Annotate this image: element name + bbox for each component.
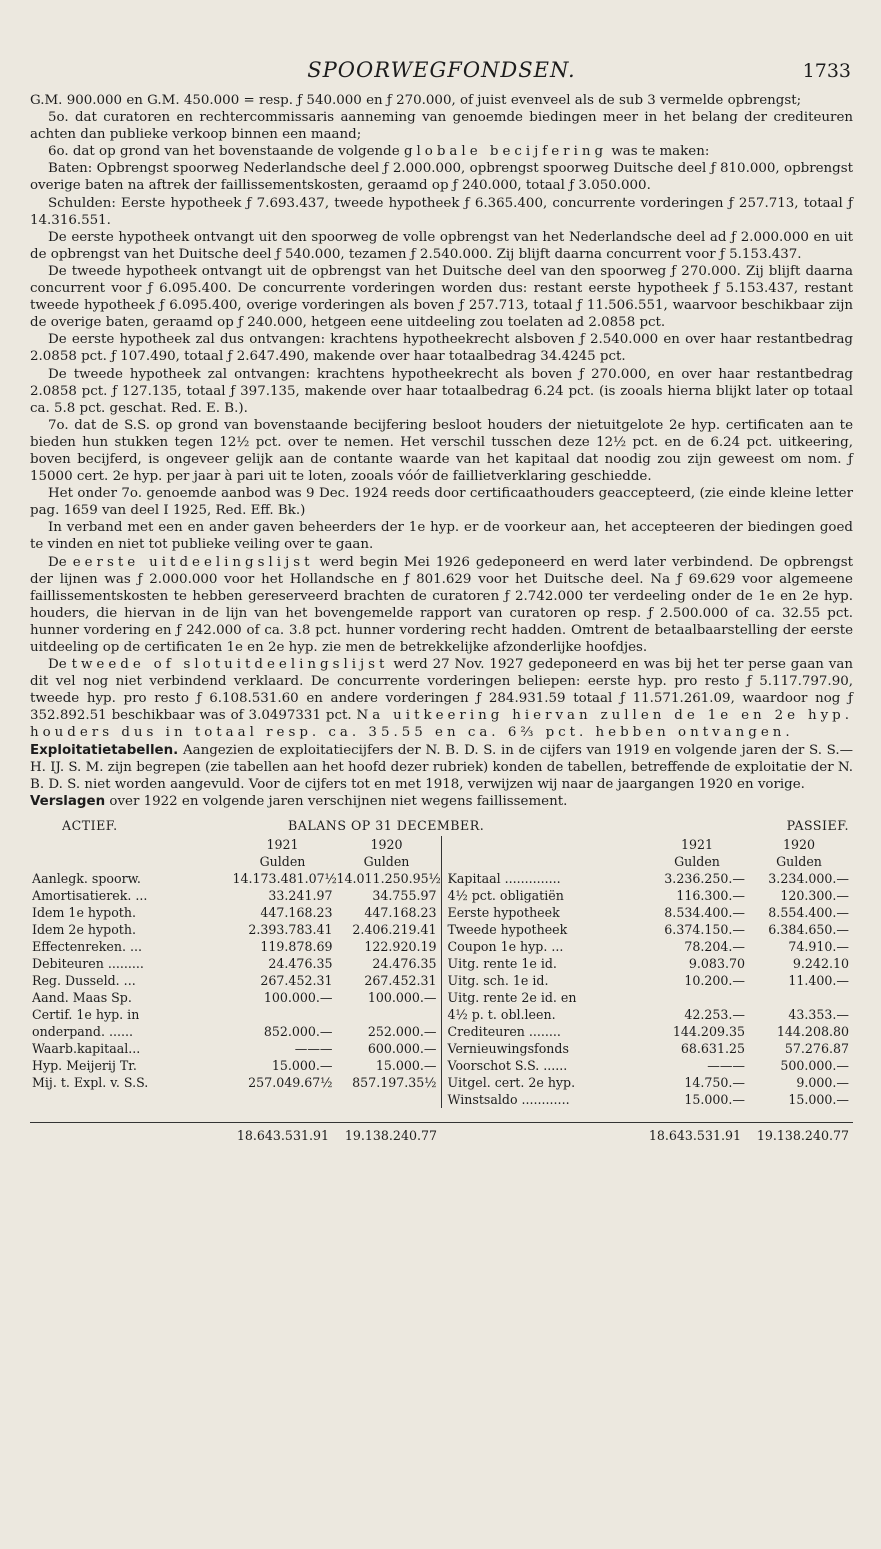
row-value: 42.253.— (684, 1006, 745, 1022)
row-label: Aand. Maas Sp. (32, 989, 132, 1005)
paragraph: 6o. dat op grond van het bovenstaande de volgende globale becijfering was te maken: (48, 144, 710, 160)
row-value: 447.168.23 (260, 904, 333, 920)
row-label: onderpand. ...... (32, 1023, 133, 1039)
balance-row (30, 938, 441, 955)
passief-heading: PASSIEF. (786, 817, 849, 833)
row-value: 24.476.35 (372, 955, 437, 971)
balance-row (442, 870, 854, 887)
row-label: Coupon 1e hyp. ... (447, 938, 564, 954)
row-label: 4½ p. t. obl.leen. (447, 1006, 556, 1022)
actief-column (30, 836, 441, 1108)
row-value: 68.631.25 (680, 1040, 745, 1056)
paragraph: De eerste hypotheek zal dus ontvangen: krachtens hypotheekrecht alsboven ƒ 2.540.000 en over haar restantbedrag 2.0858 pct. ƒ 107.490, totaal ƒ 2.647.490, makende over haar totaalbedrag 34.4245 pct. (30, 332, 853, 365)
emphasis: Na uitkeering hiervan zullen de 1e en 2e hyp. houders dus in totaal resp. ca. 35.55 en ca. 6⅔ pct. hebben ontvangen. (30, 708, 853, 741)
row-value (749, 989, 853, 1006)
page-header (30, 0, 853, 92)
section-heading: Verslagen (30, 793, 106, 809)
row-label: Winstsaldo ............ (447, 1091, 570, 1107)
balance-row (442, 972, 854, 989)
row-value: 3.236.250.— (664, 870, 745, 886)
row-value: 34.755.97 (372, 887, 437, 903)
paragraph: Schulden: Eerste hypotheek ƒ 7.693.437, tweede hypotheek ƒ 6.365.400, concurrente vorderingen ƒ 257.713, totaal ƒ 14.316.551. (30, 195, 853, 228)
balance-row (30, 1057, 441, 1074)
emphasis: eerste uitdeelingslijst (72, 554, 314, 570)
balance-row (442, 904, 854, 921)
balance-row (442, 955, 854, 972)
row-label: Certif. 1e hyp. in (32, 1006, 140, 1022)
row-value: 78.204.— (684, 938, 745, 954)
row-value (649, 989, 749, 1006)
paragraph: De tweede hypotheek zal ontvangen: krachtens hypotheekrecht als boven ƒ 270.000, en over haar restantbedrag 2.0858 pct. ƒ 127.135, totaal ƒ 397.135, makende over haar totaalbedrag 6.24 pct. (is zooals hierna blijkt later op totaal ca. 5.8 pct. geschat. Red. E. B.). (30, 366, 853, 416)
paragraph: De eerste hypotheek ontvangt uit den spoorweg de volle opbrengst van het Nederlandsche deel ad ƒ 2.000.000 en uit de opbrengst van het Duitsche deel ƒ 540.000, tezamen ƒ 2.540.000. Zij blijft daarna concurrent voor ƒ 5.153.437. (30, 229, 853, 262)
paragraph: De tweede of slotuitdeelingslijst werd 27 Nov. 1927 gedeponeerd en was bij het ter perse gaan van dit vel nog niet verbindend verklaard. De concurrente vorderingen beliepen: eerste hyp. pro resto ƒ 5.117.797.90, tweede hyp. pro resto ƒ 6.108.531.60 en andere vorderingen ƒ 284.931.59 totaal ƒ 11.571.261.09, waardoor nog ƒ 352.892.51 beschikbaar was of 3.0497331 pct. Na uitkeering hiervan zullen de 1e en 2e hyp. houders dus in totaal resp. ca. 35.55 en ca. 6⅔ pct. hebben ontvangen. (30, 657, 853, 741)
row-value: 6.374.150.— (664, 921, 745, 937)
row-value: 14.173.481.07½ (232, 870, 337, 886)
row-label: Tweede hypotheek (447, 921, 568, 937)
unit-row: Gulden Gulden (674, 853, 822, 869)
row-label: Waarb.kapitaal... (32, 1040, 141, 1056)
balance-row (30, 1040, 441, 1057)
page-number: 1733 (802, 60, 851, 82)
row-value: 8.554.400.— (768, 904, 849, 920)
paragraph: Verslagen over 1922 en volgende jaren verschijnen niet wegens faillissement. (30, 793, 568, 809)
row-value: 852.000.— (263, 1023, 333, 1039)
balance-row (30, 870, 441, 887)
paragraph: Exploitatietabellen. Aangezien de exploitatiecijfers der N. B. D. S. in de cijfers van 1919 en volgende jaren der S. S.—H. IJ. S. M. zijn begrepen (zie tabellen aan het hoofd dezer rubriek) konden de tabellen, betreffende de exploitatie der N. B. D. S. niet worden aangevuld. Voor de cijfers tot en met 1918, verwijzen wij naar de jaargangen 1920 en vorige. (30, 742, 853, 792)
row-label: Uitg. rente 1e id. (447, 955, 557, 971)
row-value: 6.384.650.— (768, 921, 849, 937)
balance-title: BALANS OP 31 DECEMBER. (288, 817, 485, 833)
row-label: Amortisatierek. ... (32, 887, 148, 903)
row-value: 267.452.31 (364, 972, 437, 988)
row-value (233, 1006, 337, 1023)
year-row: 1921 1920 (266, 836, 403, 852)
row-value: 33.241.97 (268, 887, 333, 903)
balance-row (442, 1091, 854, 1108)
paragraph: De eerste uitdeelingslijst werd begin Mei 1926 gedeponeerd en werd later verbindend. De opbrengst der lijnen was ƒ 2.000.000 voor het Hollandsche en ƒ 801.629 voor het Duitsche deel. Na ƒ 69.629 voor algemeene faillissementskosten te hebben gereserveerd brachten de curatoren ƒ 2.742.000 ter verdeeling onder de 1e en 2e hyp. houders, die hiervan in de lijn van het bovengemelde rapport van curatoren op resp. ƒ 2.500.000 of ca. 32.55 pct. hunner vordering en ƒ 242.000 of ca. 3.8 pct. hunner vordering recht hadden. Omtrent de betaalbaarstelling der eerste uitdeeling op de certificaten 1e en 2e hyp. zie men de betrekkelijke afzonderlijke hoofdjes. (30, 554, 853, 655)
row-value: ——— (707, 1057, 745, 1073)
row-label: Effectenreken. ... (32, 938, 142, 954)
balance-row (30, 887, 441, 904)
row-label: Kapitaal .............. (447, 870, 561, 886)
balance-row (442, 1057, 854, 1074)
passief-column (441, 836, 854, 1108)
row-value: 257.049.67½ (248, 1074, 333, 1090)
row-label: Debiteuren ......... (32, 955, 144, 971)
row-value: 144.208.80 (776, 1023, 849, 1039)
balance-row (30, 1006, 441, 1023)
year-row: 1921 1920 (680, 836, 816, 852)
balance-sheet (30, 818, 853, 1149)
row-value: 9.242.10 (792, 955, 849, 971)
balance-header (30, 818, 853, 836)
row-value: 122.920.19 (364, 938, 437, 954)
actief-heading: ACTIEF. (62, 817, 118, 833)
section-heading: Exploitatietabellen. (30, 742, 179, 758)
paragraph: In verband met een en ander gaven beheerders der 1e hyp. er de voorkeur aan, het accepteeren der biedingen goed te vinden en niet tot publieke veiling over te gaan. (30, 520, 853, 553)
row-value: 500.000.— (780, 1057, 849, 1073)
row-value (337, 1006, 441, 1023)
paragraph: Het onder 7o. genoemde aanbod was 9 Dec. 1924 reeds door certificaathouders geaccepteerd, (zie einde kleine letter pag. 1659 van deel I 1925, Red. Eff. Bk.) (30, 486, 853, 519)
balance-row (30, 955, 441, 972)
row-value: 10.200.— (684, 972, 745, 988)
row-value: 2.393.783.41 (248, 921, 333, 937)
balance-row (30, 1074, 441, 1091)
row-label: Eerste hypotheek (447, 904, 560, 920)
paragraph: Baten: Opbrengst spoorweg Nederlandsche deel ƒ 2.000.000, opbrengst spoorweg Duitsche deel ƒ 810.000, opbrengst overige baten na aftrek der faillissementskosten, geraamd op ƒ 240.000, totaal ƒ 3.050.000. (30, 161, 853, 194)
balance-row (442, 938, 854, 955)
row-value: 252.000.— (367, 1023, 437, 1039)
passief-total-1920: 19.138.240.77 (756, 1127, 849, 1143)
balance-row (442, 1023, 854, 1040)
totals-row (30, 1122, 853, 1149)
paragraph: De tweede hypotheek ontvangt uit de opbrengst van het Duitsche deel van den spoorweg ƒ 270.000. Zij blijft daarna concurrent voor ƒ 6.095.400. De concurrente vorderingen worden dus: restant eerste hypotheek ƒ 5.153.437, restant tweede hypotheek ƒ 6.095.400, overige vorderingen als boven ƒ 257.713, totaal ƒ 11.506.551, waarvoor beschikbaar zijn de overige baten, geraamd op ƒ 240.000, hetgeen eene uitdeeling zou toelaten ad 2.0858 pct. (30, 263, 853, 331)
balance-row (30, 904, 441, 921)
row-value: 120.300.— (780, 887, 849, 903)
row-value: 9.083.70 (688, 955, 745, 971)
row-value: 11.400.— (788, 972, 849, 988)
actief-total-1921: 18.643.531.91 (236, 1127, 329, 1143)
row-value: 9.000.— (796, 1074, 849, 1090)
body-text (30, 92, 853, 810)
row-value: 8.534.400.— (664, 904, 745, 920)
row-value: 857.197.35½ (352, 1074, 437, 1090)
row-value: 15.000.— (684, 1091, 745, 1107)
row-value: 119.878.69 (260, 938, 333, 954)
row-value: 144.209.35 (672, 1023, 745, 1039)
row-value: 15.000.— (375, 1057, 437, 1073)
row-value: 100.000.— (367, 989, 437, 1005)
row-label: Uitg. rente 2e id. en (447, 989, 577, 1005)
balance-columns (30, 836, 853, 1108)
emphasis: globale becijfering (403, 144, 608, 160)
row-value: 14.011.250.95½ (336, 870, 441, 886)
balance-row (442, 921, 854, 938)
balance-row (442, 989, 854, 1006)
paragraph: 7o. dat de S.S. op grond van bovenstaande becijfering besloot houders der nietuitgelote 2e hyp. certificaten aan te bieden hun stukken tegen 12½ pct. over te nemen. Het verschil tusschen deze 12½ pct. en de 6.24 pct. uitkeering, boven becijferd, is ongeveer gelijk aan de contante waarde van het kapitaal dat noodig zou zijn geweest om nom. ƒ 15000 cert. 2e hyp. per jaar à pari uit te loten, zooals vóór de faillietverklaring geschiedde. (30, 417, 853, 485)
row-label: Crediteuren ........ (447, 1023, 561, 1039)
row-value: 14.750.— (684, 1074, 745, 1090)
emphasis: tweede of slotuitdeelingslijst (71, 657, 389, 673)
row-value: 43.353.— (788, 1006, 849, 1022)
row-value: 15.000.— (788, 1091, 849, 1107)
balance-row (442, 1074, 854, 1091)
row-value: 3.234.000.— (768, 870, 849, 886)
row-label: Idem 2e hypoth. (32, 921, 136, 937)
paragraph: G.M. 900.000 en G.M. 450.000 = resp. ƒ 540.000 en ƒ 270.000, of juist evenveel als de sub 3 vermelde opbrengst; (30, 93, 802, 108)
row-label: Hyp. Meijerij Tr. (32, 1057, 137, 1073)
row-label: Aanlegk. spoorw. (32, 870, 141, 886)
row-label: Uitg. sch. 1e id. (447, 972, 549, 988)
row-value: 447.168.23 (364, 904, 437, 920)
row-value: 100.000.— (263, 989, 333, 1005)
balance-row (442, 1040, 854, 1057)
actief-total-1920: 19.138.240.77 (344, 1127, 437, 1143)
paragraph: 5o. dat curatoren en rechtercommissaris aanneming van genoemde biedingen meer in het belang der crediteuren achten dan publieke verkoop binnen een maand; (30, 110, 853, 143)
running-title: SPOORWEGFONDSEN. (307, 58, 576, 82)
row-value: 74.910.— (788, 938, 849, 954)
balance-row (30, 921, 441, 938)
passief-total-1921: 18.643.531.91 (648, 1127, 741, 1143)
row-value: 57.276.87 (784, 1040, 849, 1056)
row-value: 600.000.— (367, 1040, 437, 1056)
balance-row (442, 1006, 854, 1023)
balance-row (30, 1023, 441, 1040)
row-label: 4½ pct. obligatiën (447, 887, 564, 903)
row-label: Idem 1e hypoth. (32, 904, 136, 920)
row-value: 267.452.31 (260, 972, 333, 988)
balance-row (442, 887, 854, 904)
row-label: Mij. t. Expl. v. S.S. (32, 1074, 149, 1090)
row-value: 24.476.35 (268, 955, 333, 971)
row-value: 116.300.— (676, 887, 745, 903)
row-label: Uitgel. cert. 2e hyp. (447, 1074, 576, 1090)
balance-row (30, 972, 441, 989)
row-label: Vernieuwingsfonds (447, 1040, 569, 1056)
row-value: ——— (294, 1040, 333, 1056)
balance-row (30, 989, 441, 1006)
row-label: Voorschot S.S. ...... (447, 1057, 568, 1073)
unit-row: Gulden Gulden (259, 853, 410, 869)
row-value: 15.000.— (271, 1057, 333, 1073)
row-value: 2.406.219.41 (352, 921, 437, 937)
row-label: Reg. Dusseld. ... (32, 972, 136, 988)
